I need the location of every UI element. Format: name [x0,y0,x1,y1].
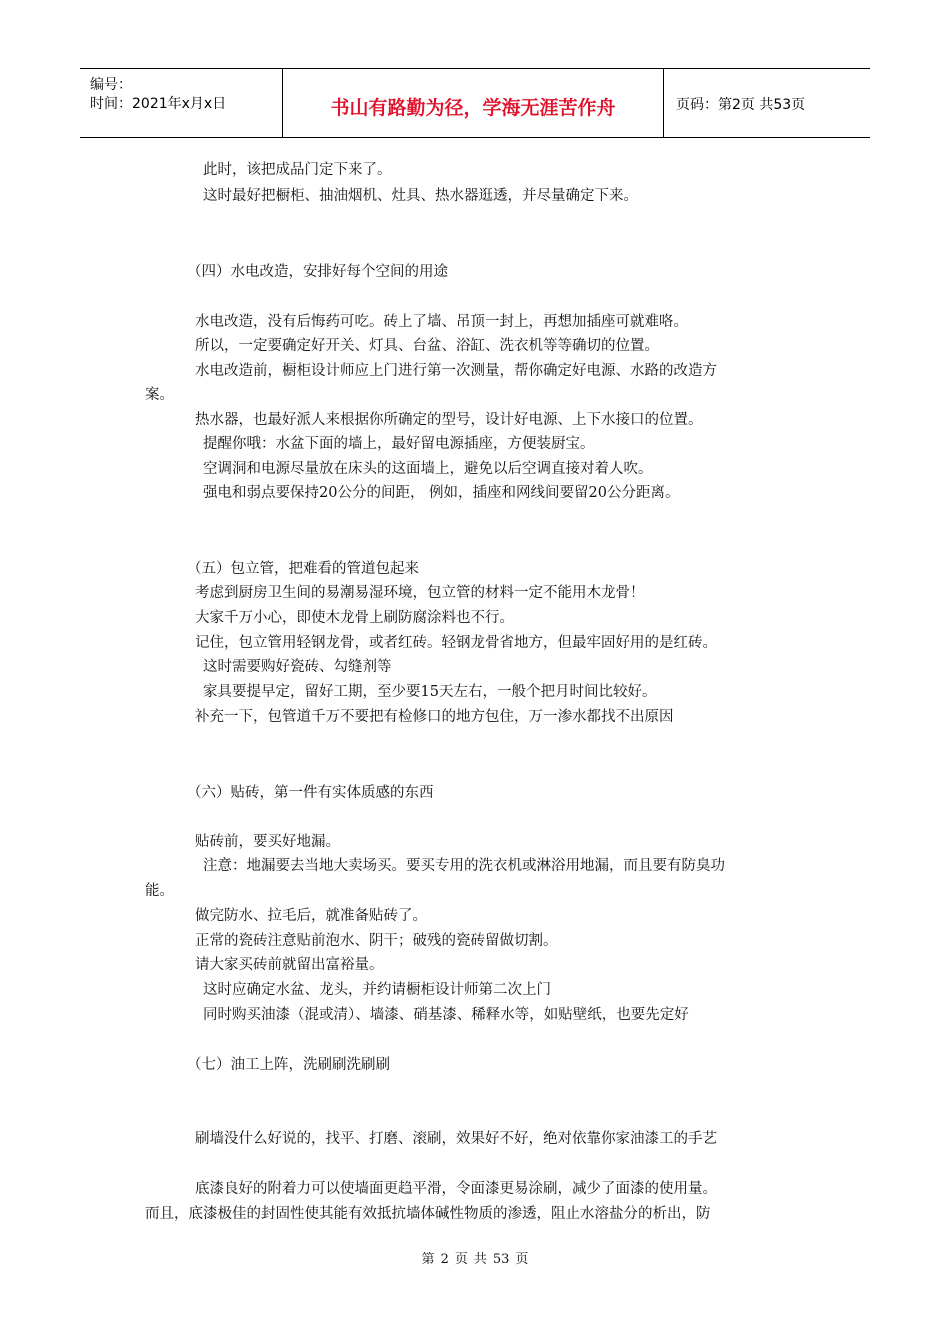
body-line: 底漆良好的附着力可以使墙面更趋平滑，令面漆更易涂刷，减少了面漆的使用量。 [195,1181,717,1197]
body-line: 水电改造，没有后悔药可吃。砖上了墙、吊顶一封上，再想加插座可就难咯。 [195,314,688,330]
body-line: 大家千万小心，即使木龙骨上刷防腐涂料也不行。 [195,610,514,626]
body-line: 热水器，也最好派人来根据你所确定的型号，设计好电源、上下水接口的位置。 [195,412,703,428]
footer-page-number: 2 [440,1252,449,1267]
body-line: 空调洞和电源尽量放在床头的这面墙上，避免以后空调直接对着人吹。 [203,461,653,477]
document-date: 时间：2021年x月x日 [90,96,227,112]
document-number-label: 编号： [90,77,132,93]
body-line: 做完防水、拉毛后，就准备贴砖了。 [195,908,427,924]
footer-total-prefix: 共 [473,1252,487,1267]
section-heading-4: （四）水电改造，安排好每个空间的用途 [187,264,448,280]
body-line: 此时，该把成品门定下来了。 [203,162,392,178]
header-meta-cell [80,69,283,137]
body-line: 强电和弱点要保持20公分的间距， 例如，插座和网线间要留20公分距离。 [203,485,680,501]
header-page-cell [664,69,870,137]
body-line: 正常的瓷砖注意贴前泡水、阴干；破残的瓷砖留做切割。 [195,933,558,949]
body-line: 水电改造前，橱柜设计师应上门进行第一次测量，帮你确定好电源、水路的改造方 [195,363,717,379]
body-line: 这时需要购好瓷砖、勾缝剂等 [203,659,392,675]
body-line: 这时最好把橱柜、抽油烟机、灶具、热水器逛透，并尽量确定下来。 [203,188,638,204]
body-line: 案。 [145,387,174,403]
footer-total-pages: 53 [492,1252,510,1267]
document-header [80,68,870,138]
section-heading-5: （五）包立管，把难看的管道包起来 [187,561,419,577]
body-line: 同时购买油漆（混或清）、墙漆、硝基漆、稀释水等，如贴壁纸，也要先定好 [203,1007,689,1023]
header-motto-cell [283,69,664,137]
body-line: 而且，底漆极佳的封固性使其能有效抵抗墙体碱性物质的渗透，阻止水溶盐分的析出，防 [145,1206,711,1222]
header-motto: 书山有路勤为径，学海无涯苦作舟 [330,97,616,119]
body-line: 刷墙没什么好说的，找平、打磨、滚刷，效果好不好，绝对依靠你家油漆工的手艺 [195,1131,717,1147]
page-footer [0,1248,950,1267]
body-line: 注意：地漏要去当地大卖场买。要买专用的洗衣机或淋浴用地漏，而且要有防臭功 [203,858,725,874]
footer-page-suffix: 页 [454,1252,468,1267]
header-page-code: 页码：第2页 共53页 [676,97,806,113]
section-heading-7: （七）油工上阵，洗刷刷洗刷刷 [187,1057,390,1073]
footer-total-suffix: 页 [515,1252,529,1267]
body-line: 记住，包立管用轻钢龙骨，或者红砖。轻钢龙骨省地方，但最牢固好用的是红砖。 [195,635,717,651]
body-line: 家具要提早定，留好工期，至少要15天左右，一般个把月时间比较好。 [203,684,657,700]
body-line: 请大家买砖前就留出富裕量。 [195,957,384,973]
section-heading-6: （六）贴砖，第一件有实体质感的东西 [187,785,434,801]
footer-page-prefix: 第 [421,1252,435,1267]
body-line: 所以，一定要确定好开关、灯具、台盆、浴缸、洗衣机等等确切的位置。 [195,338,659,354]
body-line: 考虑到厨房卫生间的易潮易湿环境，包立管的材料一定不能用木龙骨！ [195,585,645,601]
body-line: 贴砖前，要买好地漏。 [195,834,340,850]
body-line: 这时应确定水盆、龙头，并约请橱柜设计师第二次上门 [203,982,551,998]
body-line: 补充一下，包管道千万不要把有检修口的地方包住，万一渗水都找不出原因 [195,709,674,725]
body-line: 能。 [145,883,174,899]
body-line: 提醒你哦：水盆下面的墙上，最好留电源插座，方便装厨宝。 [203,436,595,452]
